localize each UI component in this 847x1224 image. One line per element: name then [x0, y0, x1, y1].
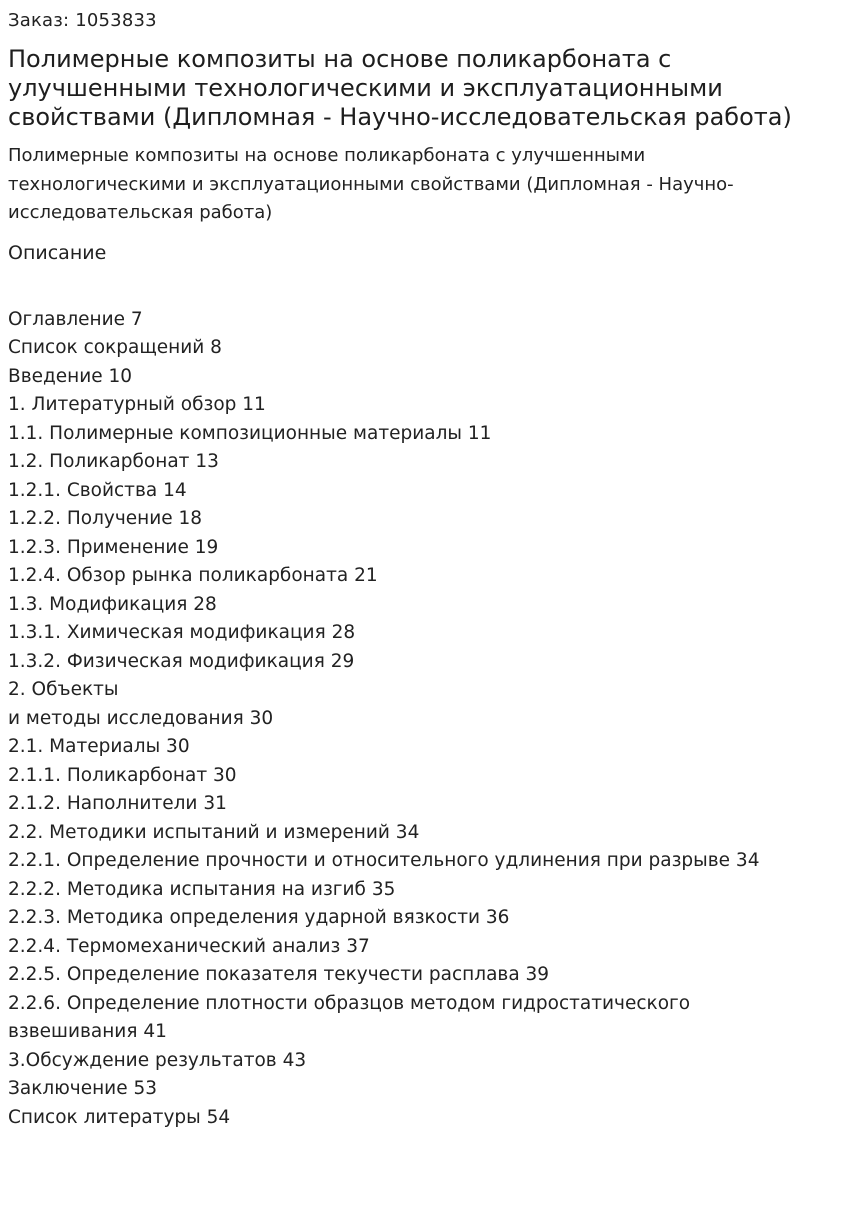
- toc-item: 1.3.1. Химическая модификация 28: [8, 622, 356, 643]
- page-title-line: свойствами (Дипломная - Научно-исследовательская работа): [8, 103, 792, 131]
- toc-item: 2.2. Методики испытаний и измерений 34: [8, 821, 420, 843]
- toc-item: 1. Литературный обзор 11: [8, 394, 266, 415]
- toc-item: 2. Объекты: [8, 679, 119, 700]
- subtitle-line: технологическими и эксплуатационными свойствами (Дипломная - Научно-: [8, 173, 734, 195]
- description-heading: Описание: [8, 241, 107, 264]
- subtitle-line: исследовательская работа): [8, 202, 273, 223]
- toc-item: 2.1.1. Поликарбонат 30: [8, 764, 237, 786]
- toc-item: 1.3. Модификация 28: [8, 593, 217, 615]
- toc-item: Список литературы 54: [8, 1106, 231, 1128]
- toc-item: 1.2.4. Обзор рынка поликарбоната 21: [8, 565, 378, 586]
- toc-item: 1.1. Полимерные композиционные материалы 11: [8, 422, 492, 444]
- toc-item: 1.2.1. Свойства 14: [8, 479, 187, 501]
- toc-item: 1.2.2. Получение 18: [8, 508, 203, 529]
- toc-item: взвешивания 41: [8, 1021, 167, 1042]
- toc-item: Список сокращений 8: [8, 337, 222, 358]
- toc-item: 1.3.2. Физическая модификация 29: [8, 650, 355, 672]
- toc-item: Оглавление 7: [8, 308, 143, 330]
- toc-item: 3.Обсуждение результатов 43: [8, 1049, 307, 1071]
- table-of-contents: [8, 306, 839, 1133]
- toc-item: Заключение 53: [8, 1078, 158, 1099]
- toc-item: 2.1.2. Наполнители 31: [8, 793, 227, 814]
- toc-item: Введение 10: [8, 365, 133, 387]
- page-subtitle: [8, 142, 839, 228]
- page-title-line: Полимерные композиты на основе поликарбоната с: [8, 45, 672, 73]
- page-title-line: улучшенными технологическими и эксплуатационными: [8, 74, 723, 102]
- toc-item: 2.2.5. Определение показателя текучести расплава 39: [8, 964, 550, 985]
- toc-item: 2.2.6. Определение плотности образцов методом гидростатического: [8, 992, 691, 1014]
- subtitle-line: Полимерные композиты на основе поликарбоната с улучшенными: [8, 145, 646, 166]
- toc-item: 1.2. Поликарбонат 13: [8, 451, 219, 472]
- toc-item: 2.2.1. Определение прочности и относительного удлинения при разрыве 34: [8, 850, 760, 871]
- toc-item: и методы исследования 30: [8, 707, 274, 729]
- toc-item: 2.1. Материалы 30: [8, 736, 190, 757]
- toc-item: 1.2.3. Применение 19: [8, 536, 219, 558]
- page-title: [8, 45, 839, 132]
- toc-item: 2.2.4. Термомеханический анализ 37: [8, 935, 370, 957]
- toc-item: 2.2.2. Методика испытания на изгиб 35: [8, 878, 396, 900]
- order-number: Заказ: 1053833: [8, 10, 157, 31]
- toc-item: 2.2.3. Методика определения ударной вязкости 36: [8, 907, 510, 928]
